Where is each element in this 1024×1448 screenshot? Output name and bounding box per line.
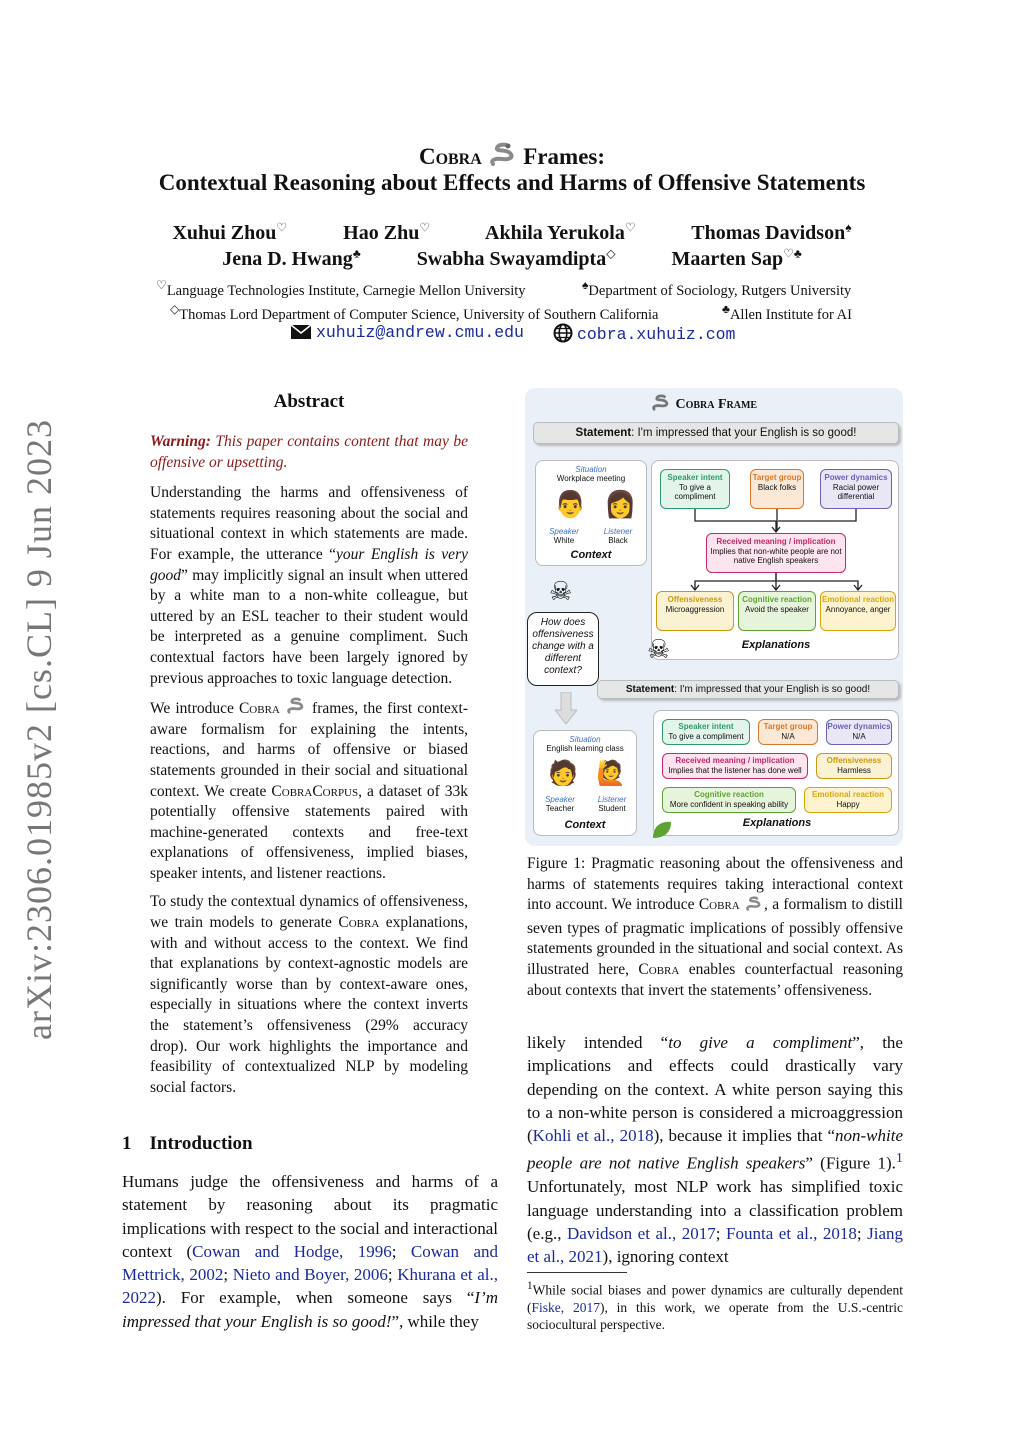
emotional-reaction-box: Emotional reaction Happy — [804, 787, 892, 813]
right-column-paragraph: likely intended “to give a compliment”, the implications and effects could drastically vary depending on the context. A white person saying this to a non-white person is considered a microaggression (Kohli et al., 2018), because it implies that “non-white people are not native English speakers” (Figure 1).$^1$ Unfortunately, most NLP work has simplified toxic language understanding into a classification problem (e.g., Davidson et al., 2017; Founta et al., 2018; Jiang et al., 2021), ignoring context — [527, 1033, 904, 1267]
cobra-snake-icon — [285, 697, 307, 713]
statement-box-bottom: Statement: I'm impressed that your English is so good! — [597, 680, 899, 699]
introduction-paragraph: Humans judge the offensiveness and harms of a statement by reasoning about its pragmatic implications with respect to the social and interactional context (Cowan and Hodge, 1996; Cowan and Mettrick, 2002; Nieto and Boyer, 2006; Khurana et al., 2022). For example, when someone says “I’m impressed that your English is so good!”, while they — [122, 1172, 499, 1331]
citation-link[interactable]: Davidson et al., 2017 — [567, 1224, 716, 1244]
student-person-icon: 🙋 — [596, 760, 626, 787]
citation-link[interactable]: Founta et al., 2018 — [726, 1224, 857, 1244]
author: Maarten Sap♡♣ — [671, 246, 802, 270]
author-row-1 — [0, 220, 1024, 245]
abstract-paragraph-2: We introduce Cobra frames, the first context-aware formalism for explaining the intents, reactions, and harms of offensive or biased statements grounded in their social and situational context. We create CobraCorpus, a dataset of 33k potentially offensive statements paired with machine-generated contexts and free-text explanations of offensiveness, implied biases, speaker intents, and listener reactions. — [150, 697, 468, 884]
listener-person-icon: 👩 — [604, 489, 637, 519]
cobra-snake-icon — [650, 394, 672, 417]
explanations-panel-bottom: Speaker intent To give a compliment Target group N/A Power dynamics N/A Received meaning / implication Implies that the listener has done well Offensiveness Harmless Cognitive reaction More confident in speaking ability Emotional reaction Happy Explanations — [653, 710, 899, 836]
speaker-person-icon: 👨 — [554, 489, 587, 519]
speaker-intent-box: Speaker intent To give a compliment — [660, 469, 730, 509]
citation-link[interactable]: Khurana et al., 2022 — [122, 1265, 498, 1308]
globe-icon — [553, 323, 573, 348]
affiliation-rutgers: ♠Department of Sociology, Rutgers University — [582, 278, 852, 299]
teacher-person-icon: 🧑 — [548, 760, 578, 787]
envelope-icon — [290, 324, 312, 345]
power-dynamics-box: Power dynamics N/A — [826, 719, 892, 745]
target-group-box: Target group Black folks — [750, 469, 804, 509]
footnote-rule — [527, 1272, 627, 1273]
cobra-name: Cobra — [418, 144, 482, 169]
citation-link[interactable]: Kohli et al., 2018 — [532, 1126, 654, 1146]
power-dynamics-box: Power dynamics Racial power differential — [820, 469, 892, 509]
speaker-intent-box: Speaker intent To give a compliment — [662, 719, 750, 745]
down-arrow-icon — [555, 692, 575, 722]
author: Hao Zhu♡ — [343, 220, 431, 244]
implication-box: Received meaning / implication Implies that the listener has done well — [662, 753, 808, 779]
abstract-paragraph-1: Understanding the harms and offensiveness of statements requires reasoning about the social and situational context in which statements are made. For example, the utterance “your English is very good” may implicitly signal an insult when uttered by a white man to a non-white colleague, but uttered by an ESL teacher to their student would be interpreted as a genuine compliment. Such contextual factors have been largely ignored by previous approaches to toxic language detection. — [150, 484, 468, 687]
footnote-marker[interactable]: 1 — [895, 1150, 903, 1167]
cognitive-reaction-box: Cognitive reaction More confident in speaking ability — [662, 787, 796, 813]
skull-crossbones-icon: ☠ — [549, 576, 573, 606]
title-frames-word: Frames: — [523, 144, 606, 169]
cobra-snake-icon — [488, 142, 518, 166]
affiliation-cmu: ♡Language Technologies Institute, Carnegie Mellon University — [156, 278, 526, 299]
abstract-heading: Abstract — [273, 391, 345, 412]
offensiveness-box: Offensiveness Harmless — [816, 753, 892, 779]
explanations-panel-top: Speaker intent To give a compliment Target group Black folks Power dynamics Racial power differential Received meaning / implication Implies that non-white people are not native English speakers Offensiveness Microaggression Cognitive reaction Avoid the speaker Emotional reaction Annoyance, anger Explanations — [651, 460, 899, 660]
context-panel-top: Situation Workplace meeting 👨 👩 Speaker White Listener Black Context — [535, 460, 647, 566]
citation-link[interactable]: Jiang et al., 2021 — [527, 1224, 904, 1267]
paper-title-line2: Contextual Reasoning about Effects and Harms of Offensive Statements — [158, 170, 866, 195]
emotional-reaction-box: Emotional reaction Annoyance, anger — [820, 591, 896, 631]
implication-box: Received meaning / implication Implies that non-white people are not native English speakers — [706, 533, 846, 573]
section-heading-introduction: 1 Introduction — [122, 1133, 253, 1154]
figure-1-cobra-frame — [525, 388, 903, 846]
author-row-2 — [0, 246, 1024, 271]
cobra-snake-icon — [744, 896, 764, 919]
author: Swabha Swayamdipta◇ — [416, 246, 616, 270]
target-group-box: Target group N/A — [758, 719, 818, 745]
abstract-paragraph-3: To study the contextual dynamics of offensiveness, we train models to generate Cobra explanations, with and without access to the context. We find that explanations by context-agnostic models are significantly worse than by context-aware ones, especially in situations where the context inverts the statement’s offensiveness (29% accuracy drop). Our work highlights the importance and feasibility of contextualized NLP by modeling social factors. — [150, 893, 469, 1096]
leaf-icon — [651, 820, 673, 845]
author: Jena D. Hwang♣ — [222, 246, 361, 270]
context-panel-bottom: Situation English learning class 🧑 🙋 Speaker Teacher Listener Student Context — [533, 730, 637, 836]
citation-link[interactable]: Fiske, 2017 — [531, 1299, 600, 1315]
skull-crossbones-icon: ☠ — [647, 634, 671, 664]
abstract-body — [150, 432, 468, 1106]
question-bubble: How does offensiveness change with a different context? — [527, 612, 599, 686]
citation-link[interactable]: Cowan and Hodge, 1996 — [192, 1241, 392, 1261]
author: Akhila Yerukola♡ — [485, 220, 636, 244]
flow-arrows — [652, 461, 900, 661]
author: Xuhui Zhou♡ — [172, 220, 288, 244]
project-website-link[interactable]: cobra.xuhuiz.com — [553, 323, 735, 348]
footnote-1: $^1$While social biases and power dynamics are culturally dependent (Fiske, 2017), in this work, we operate from the U.S.-centric sociocultural perspective. — [527, 1280, 904, 1332]
content-warning: Warning: This paper contains content that may be offensive or upsetting. — [150, 433, 468, 471]
affiliation-usc: ◇Thomas Lord Department of Computer Science, University of Southern California — [170, 302, 659, 323]
figure-header: Cobra Frame — [650, 394, 757, 417]
affiliation-ai2: ♣Allen Institute for AI — [722, 302, 852, 323]
author: Thomas Davidson♠ — [691, 220, 852, 244]
offensiveness-box: Offensiveness Microaggression — [656, 591, 734, 631]
statement-box-top: Statement: I'm impressed that your English is so good! — [533, 422, 899, 444]
paper-title-line1 — [0, 142, 1024, 170]
figure-1-caption: Figure 1: Pragmatic reasoning about the offensiveness and harms of statements requires taking interactional context into account. We introduce Cobra , a formalism to distill seven types of pragmatic implications of possibly offensive statements grounded in the situational and social context. As illustrated here, Cobra enables counterfactual reasoning about contexts that invert the statements’ offensiveness. — [527, 855, 903, 999]
citation-link[interactable]: Nieto and Boyer, 2006 — [232, 1265, 388, 1285]
cognitive-reaction-box: Cognitive reaction Avoid the speaker — [738, 591, 816, 631]
citation-link[interactable]: Cowan and Mettrick, 2002 — [122, 1241, 499, 1285]
arxiv-identifier: arXiv:2306.01985v2 [cs.CL] 9 Jun 2023 — [19, 419, 59, 1040]
contact-email[interactable]: xuhuiz@andrew.cmu.edu — [290, 323, 524, 345]
